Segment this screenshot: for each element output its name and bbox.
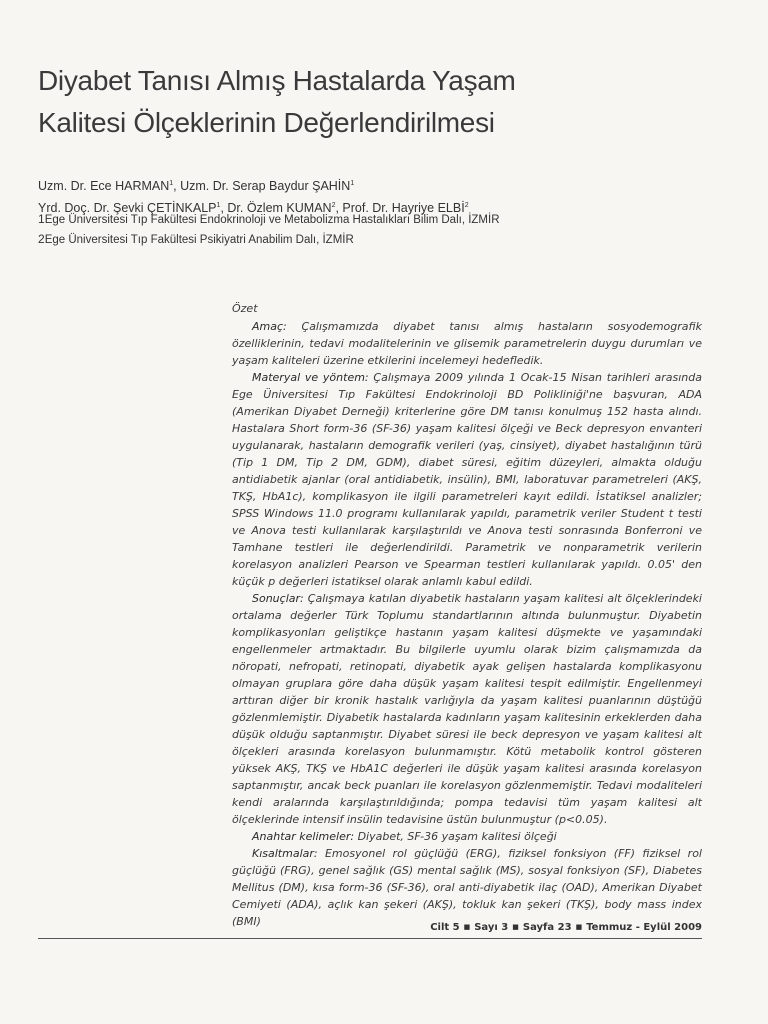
affiliation-text: Ege Üniversitesi Tıp Fakültesi Endokrinoloji ve Metabolizma Hastalıkları Bilim Dalı, İZMİR [44, 214, 500, 226]
author-affiliation-marker: 1 [216, 202, 221, 210]
author-name: , Uzm. Dr. Serap Baydur ŞAHİN [173, 179, 351, 194]
journal-footer [430, 922, 702, 933]
abstract-heading: Özet [232, 302, 258, 315]
methods-label: Materyal ve yöntem: [252, 371, 369, 384]
aim-text: Çalışmamızda diyabet tanısı almış hastaların sosyodemografik özelliklerinin, tedavi modalitelerinin ve glisemik parametrelerin duygu durumları ve yaşam kaliteleri üzerine etkilerini incelemeyi hedefledik. [232, 320, 702, 367]
footer-separator: ■ [575, 923, 583, 931]
affiliation-list [38, 210, 738, 250]
author-name: Yrd. Doç. Dr. Şevki ÇETİNKALP [38, 201, 217, 216]
article-title [38, 60, 728, 144]
abstract-aim [232, 318, 702, 369]
aim-label: Amaç: [252, 320, 287, 333]
keywords-text: Diyabet, SF-36 yaşam kalitesi ölçeği [354, 830, 557, 843]
methods-text: Çalışmaya 2009 yılında 1 Ocak-15 Nisan tarihleri arasında Ege Üniversitesi Tıp Fakültesi Endokrinoloji BD Polikliniği'ne başvuran, ADA (Amerikan Diyabet Derneği) kriterlerine göre DM tanısı konulmuş 152 hasta alındı. Hastalara Short form-36 (SF-36) yaşam kalitesi ölçeği ve Beck depresyon envanteri uygulanarak, hastaların demografik verileri (yaş, cinsiyet), diyabet hastalığının türü (Tip 1 DM, Tip 2 DM, GDM), diabet süresi, eğitim düzeyleri, almakta olduğu antidiabetik ajanlar (oral antidiabetik, insülin), BMI, laboratuvar parametreleri (AKŞ, TKŞ, HbA1c), komplikasyon ile ilgili parametreleri kayıt edildi. İstatiksel analizler; SPSS Windows 11.0 programı kullanılarak yapıldı, parametrik veriler Student t testi ve Anova testi kullanılarak karşılaştırıldı ve Anova testi sonrasında Bonferroni ve Tamhane testleri ile değerlendirildi. Parametrik ve nonparametrik verilerin korelasyon analizleri Pearson ve Spearman testleri kullanılarak yapıldı. 0.05' den küçük p değerleri istatiksel olarak anlamlı kabul edildi. [232, 371, 702, 588]
results-label: Sonuçlar: [252, 592, 304, 605]
affiliation-1 [38, 210, 738, 230]
affiliation-text: Ege Üniversitesi Tıp Fakültesi Psikiyatri Anabilim Dalı, İZMİR [44, 234, 354, 246]
abstract [232, 300, 702, 930]
abbreviations-text: Emosyonel rol güçlüğü (ERG), fiziksel fonksiyon (FF) fiziksel rol güçlüğü (FRG), genel sağlık (GS) mental sağlık (MS), sosyal fonksiyon (SF), Diabetes Mellitus (DM), kısa form-36 (SF-36), oral anti-diyabetik ilaç (OAD), Amerikan Diyabet Cemiyeti (ADA), açlık kan şekeri (AKŞ), tokluk kan şekeri (TKŞ), body mass index (BMI) [232, 847, 702, 928]
footer-separator: ■ [463, 923, 471, 931]
author-affiliation-marker: 1 [169, 180, 174, 187]
footer-separator: ■ [512, 923, 519, 931]
footer-volume: Cilt 5 [430, 922, 460, 933]
affiliation-number: 1 [38, 212, 45, 226]
footer-issue: Sayı 3 [474, 922, 509, 933]
footer-rule [38, 938, 702, 939]
affiliation-number: 2 [38, 232, 45, 246]
abstract-methods [232, 369, 702, 590]
footer-page: Sayfa 23 [522, 922, 572, 933]
article-title-line-2: Kalitesi Ölçeklerinin Değerlendirilmesi [38, 107, 495, 138]
author-name: Uzm. Dr. Ece HARMAN [38, 179, 170, 194]
abbreviations-label: Kısaltmalar: [252, 847, 318, 860]
author-affiliation-marker: 1 [350, 180, 355, 187]
keywords-label: Anahtar kelimeler: [252, 830, 355, 843]
author-affiliation-marker: 2 [464, 202, 469, 210]
abstract-abbreviations [232, 845, 702, 930]
results-text: Çalışmaya katılan diyabetik hastaların yaşam kalitesi alt ölçeklerindeki ortalama değerler Türk Toplumu standartlarının altında bulunmuştur. Diyabetin komplikasyonları geliştikçe hastanın yaşam kalitesi düşmekte ve yaşamındaki engellenmeler artmaktadır. Bu bilgilerle uyumlu olarak bizim çalışmamızda da nöropati, nefropati, retinopati, diyabetik ayak gelişen hastalarda komplikasyonu olmayan gruplara göre daha düşük yaşam kalitesi tespit edilmiştir. Engellenmeyi arttıran diğer bir kronik hastalık varlığıyla da yaşam kalitesi puanlarının düştüğü gözlenmlemiştir. Diyabetik hastalarda kadınların yaşam kalitesinin erkeklerden daha düşük olduğu saptanmıştır. Diyabet süresi ile beck depresyon ve yaşam kalitesi alt ölçekleri arasında korelasyon bulunmamıştır. Kötü metabolik kontrol gösteren yüksek AKŞ, TKŞ ve HbA1C değerleri ile düşük yaşam kalitesi arasında korelasyon saptanmıştır, ancak beck puanları ile korelasyon gözlenmemiştir. Tedavi modaliteleri kendi aralarında karşılaştırıldığında; pompa tedavisi tüm yaşam kalitesi alt ölçeklerinde intensif insülin tedavisine üstün bulunmuştur (p<0.05). [232, 592, 702, 826]
author-line-1 [38, 174, 738, 196]
affiliation-2 [38, 230, 738, 250]
abstract-keywords [232, 828, 702, 845]
author-name: , Prof. Dr. Hayriye ELBİ [335, 201, 465, 216]
author-affiliation-marker: 2 [331, 202, 336, 210]
abstract-results [232, 590, 702, 828]
article-title-line-1: Diyabet Tanısı Almış Hastalarda Yaşam [38, 65, 516, 96]
author-name: , Dr. Özlem KUMAN [220, 201, 332, 216]
footer-date: Temmuz - Eylül 2009 [586, 922, 702, 933]
